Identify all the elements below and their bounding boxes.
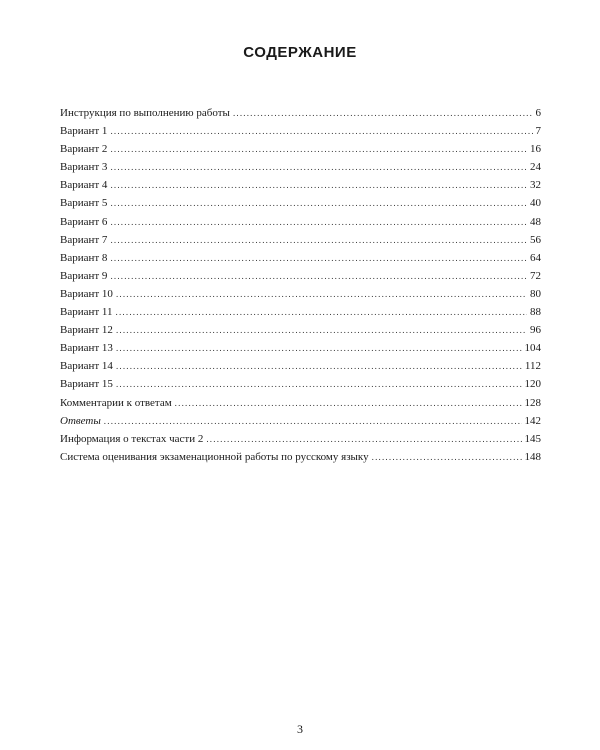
toc-leader-dots — [116, 285, 527, 303]
toc-entry-page: 96 — [530, 324, 541, 337]
toc-entry — [60, 357, 541, 375]
toc-entry-label: Вариант 8 — [60, 251, 108, 264]
toc-entry-page: 128 — [524, 396, 541, 409]
toc-entry-page: 148 — [524, 450, 541, 463]
toc-entry-label: Система оценивания экзаменационной работы по русскому языку — [60, 450, 369, 463]
toc-entry — [60, 321, 541, 339]
toc-entry-label: Вариант 6 — [60, 215, 108, 228]
toc-leader-dots — [104, 412, 522, 430]
toc-entry-label: Вариант 1 — [60, 125, 108, 138]
toc-entry-page: 6 — [535, 107, 541, 119]
toc-entry-page: 48 — [530, 215, 541, 228]
toc-entry-page: 145 — [524, 432, 541, 445]
toc-leader-dots — [116, 357, 522, 375]
toc-entry-page: 56 — [530, 233, 541, 246]
toc-entry — [60, 430, 541, 448]
toc-entry-label: Вариант 11 — [60, 306, 113, 319]
toc-entry-label: Вариант 14 — [60, 360, 113, 373]
toc-entry-page: 24 — [530, 161, 541, 174]
toc-leader-dots — [110, 140, 527, 158]
toc-entry-label: Вариант 10 — [60, 287, 113, 300]
toc-leader-dots — [116, 375, 522, 393]
toc-entry-page: 112 — [524, 360, 541, 373]
toc-entry-label: Инструкция по выполнению работы — [60, 107, 230, 119]
toc-leader-dots — [233, 104, 533, 122]
toc-leader-dots — [372, 448, 522, 466]
toc-entry-page: 32 — [530, 179, 541, 192]
toc-entry-label: Вариант 7 — [60, 233, 108, 246]
toc-leader-dots — [110, 158, 527, 176]
table-of-contents — [60, 104, 541, 466]
toc-leader-dots — [110, 267, 527, 285]
toc-leader-dots — [116, 339, 522, 357]
toc-entry — [60, 303, 541, 321]
toc-entry-page: 40 — [530, 197, 541, 210]
toc-entry-label: Вариант 3 — [60, 161, 108, 174]
toc-leader-dots — [110, 213, 527, 231]
toc-leader-dots — [175, 394, 522, 412]
toc-entry-page: 104 — [524, 342, 541, 355]
toc-entry-label: Вариант 5 — [60, 197, 108, 210]
toc-entry-page: 7 — [535, 125, 541, 138]
toc-leader-dots — [116, 321, 527, 339]
toc-leader-dots — [110, 122, 532, 140]
toc-entry-label: Вариант 13 — [60, 342, 113, 355]
toc-entry-label: Вариант 2 — [60, 143, 108, 156]
toc-entry — [60, 104, 541, 122]
toc-entry — [60, 158, 541, 176]
toc-entry-label: Вариант 9 — [60, 269, 108, 282]
toc-entry-label: Ответы — [60, 414, 101, 427]
toc-entry-page: 72 — [530, 269, 541, 282]
toc-leader-dots — [110, 249, 527, 267]
toc-leader-dots — [206, 430, 521, 448]
toc-entry — [60, 267, 541, 285]
toc-entry-page: 16 — [530, 143, 541, 156]
toc-entry — [60, 339, 541, 357]
toc-entry — [60, 375, 541, 393]
toc-entry — [60, 140, 541, 158]
toc-entry — [60, 213, 541, 231]
toc-entry-label: Информация о текстах части 2 — [60, 432, 204, 445]
page-title: СОДЕРЖАНИЕ — [243, 44, 357, 61]
toc-leader-dots — [110, 194, 527, 212]
toc-leader-dots — [116, 303, 527, 321]
toc-entry-page: 80 — [530, 287, 541, 300]
toc-entry-page: 64 — [530, 251, 541, 264]
toc-entry-label: Вариант 15 — [60, 378, 113, 391]
page-number: 3 — [297, 722, 303, 736]
toc-entry — [60, 249, 541, 267]
toc-entry-page: 120 — [524, 378, 541, 391]
toc-leader-dots — [110, 231, 527, 249]
toc-entry — [60, 285, 541, 303]
toc-entry — [60, 231, 541, 249]
toc-entry-label: Вариант 12 — [60, 324, 113, 337]
toc-entry — [60, 194, 541, 212]
toc-entry-label: Вариант 4 — [60, 179, 108, 192]
toc-entry — [60, 122, 541, 140]
toc-leader-dots — [110, 176, 527, 194]
toc-entry — [60, 176, 541, 194]
toc-entry-page: 88 — [530, 306, 541, 319]
toc-entry-page: 142 — [524, 414, 541, 427]
toc-entry-label: Комментарии к ответам — [60, 396, 172, 409]
toc-entry — [60, 448, 541, 466]
toc-entry — [60, 394, 541, 412]
toc-entry — [60, 412, 541, 430]
